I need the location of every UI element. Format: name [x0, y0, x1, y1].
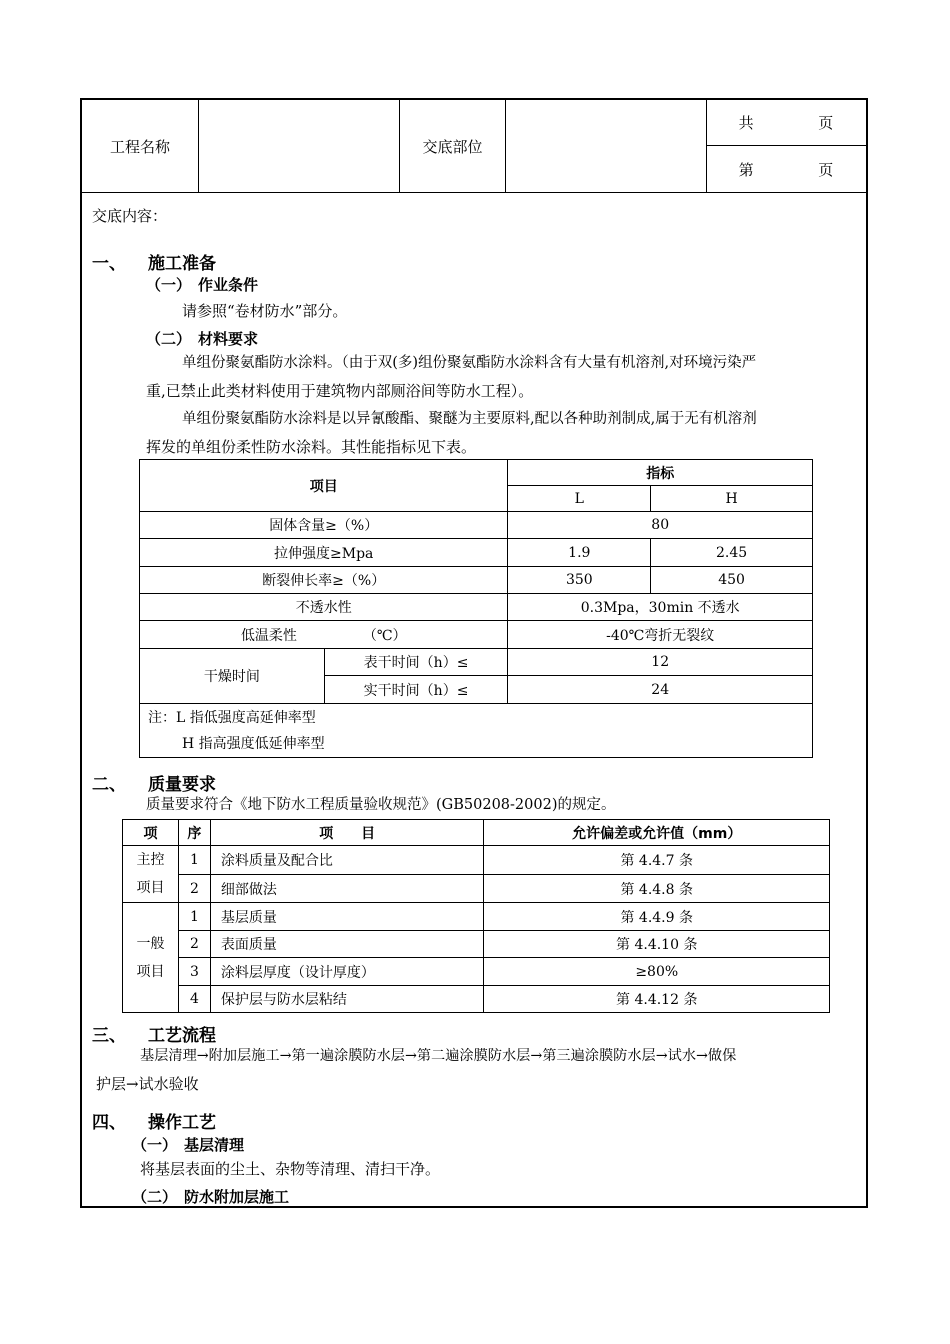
- section-2-text: 质量要求符合《地下防水工程质量验收规范》(GB50208-2002)的规定。: [146, 797, 616, 813]
- row-L: 350: [508, 567, 651, 594]
- total-pages: 共 页: [706, 100, 866, 146]
- q-seq: 2: [178, 875, 210, 903]
- q-seq: 1: [178, 903, 210, 931]
- row-value: 80: [508, 512, 813, 539]
- col-L: L: [508, 486, 651, 512]
- q-name: 涂料质量及配合比: [210, 846, 484, 875]
- q-name: 细部做法: [210, 875, 484, 903]
- q-val: 第 4.4.9 条: [484, 903, 830, 931]
- paragraph-2a: 单组份聚氨酯防水涂料是以异氰酸酯、聚醚为主要原料,配以各种助剂制成,属于无有机溶剂: [182, 411, 757, 427]
- q-val: 第 4.4.10 条: [484, 931, 830, 958]
- q-name: 保护层与防水层粘结: [210, 986, 484, 1013]
- col-index: 指标: [508, 460, 813, 486]
- paragraph-1a: 单组份聚氨酯防水涂料。（由于双(多)组份聚氨酯防水涂料含有大量有机溶剂,对环境污染严: [182, 355, 757, 371]
- section-4-num: 四、: [92, 1113, 126, 1133]
- dry-time-label: 干燥时间: [140, 649, 325, 704]
- q-val: 第 4.4.7 条: [484, 846, 830, 875]
- dry-row-value: 12: [508, 649, 813, 676]
- row-H: 2.45: [651, 539, 813, 567]
- sub-4-2-title: 防水附加层施工: [184, 1188, 290, 1206]
- sub-1-1-title: 作业条件: [198, 276, 259, 294]
- project-name-value[interactable]: [199, 100, 399, 192]
- q-seq: 2: [178, 931, 210, 958]
- q-name: 基层质量: [210, 903, 484, 931]
- col-item: 项目: [140, 460, 508, 512]
- q-seq: 1: [178, 846, 210, 875]
- general-label: 一般 项目: [123, 903, 179, 1013]
- qh-name: 项 目: [210, 820, 484, 846]
- sub-1-2-title: 材料要求: [198, 330, 259, 348]
- sub-1-1-text: 请参照“卷材防水”部分。: [182, 302, 348, 320]
- sub-4-1-num: （一）: [132, 1136, 178, 1154]
- section-3-title: 工艺流程: [148, 1026, 216, 1046]
- q-val: 第 4.4.12 条: [484, 986, 830, 1013]
- section-3-num: 三、: [92, 1026, 126, 1046]
- project-name-label: 工程名称: [109, 137, 170, 156]
- qh-seq: 序: [178, 820, 210, 846]
- row-H: 450: [651, 567, 813, 594]
- performance-table: [139, 459, 813, 758]
- qh-allow: 允许偏差或允许值（mm）: [484, 820, 830, 846]
- row-value: 0.3Mpa，30min 不透水: [508, 594, 813, 621]
- paragraph-2b: 挥发的单组份柔性防水涂料。其性能指标见下表。: [146, 438, 477, 456]
- paragraph-1b: 重,已禁止此类材料使用于建筑物内部厕浴间等防水工程）。: [146, 382, 534, 400]
- sub-1-2-num: （二）: [146, 330, 192, 348]
- q-val: ≥80%: [484, 958, 830, 986]
- quality-table: [122, 819, 830, 1013]
- current-page: 第 页: [738, 160, 834, 179]
- q-seq: 3: [178, 958, 210, 986]
- disclosure-form: [80, 98, 868, 1208]
- section-1-num: 一、: [92, 254, 126, 274]
- sub-4-1-title: 基层清理: [184, 1136, 245, 1154]
- content-label: 交底内容：: [92, 207, 168, 225]
- q-name: 表面质量: [210, 931, 484, 958]
- section-4-title: 操作工艺: [148, 1113, 216, 1133]
- row-name: 拉伸强度≥Mpa: [140, 539, 508, 567]
- section-2-title: 质量要求: [148, 775, 216, 795]
- row-name: 断裂伸长率≥（%）: [140, 567, 508, 594]
- sub-1-1-num: （一）: [146, 276, 192, 294]
- row-name: 固体含量≥（%）: [140, 512, 508, 539]
- section-1-title: 施工准备: [148, 254, 216, 274]
- row-name: 不透水性: [140, 594, 508, 621]
- dry-row-name: 表干时间（h）≤: [324, 649, 508, 676]
- qh-item: 项: [123, 820, 179, 846]
- location-label: 交底部位: [422, 137, 483, 156]
- row-name: 低温柔性 （℃）: [140, 621, 508, 649]
- dry-row-value: 24: [508, 676, 813, 704]
- main-control-label: 主控 项目: [123, 846, 179, 903]
- dry-row-name: 实干时间（h）≤: [324, 676, 508, 704]
- sub-4-1-text: 将基层表面的尘土、杂物等清理、清扫干净。: [140, 1160, 441, 1178]
- q-seq: 4: [178, 986, 210, 1013]
- process-line-1: 基层清理→附加层施工→第一遍涂膜防水层→第二遍涂膜防水层→第三遍涂膜防水层→试水→做保: [140, 1048, 737, 1064]
- row-L: 1.9: [508, 539, 651, 567]
- form-header: [82, 100, 866, 193]
- section-2-num: 二、: [92, 775, 126, 795]
- q-val: 第 4.4.8 条: [484, 875, 830, 903]
- table-note: 注：L 指低强度高延伸率型 H 指高强度低延伸率型: [140, 704, 813, 758]
- sub-4-2-num: （二）: [132, 1188, 178, 1206]
- location-value[interactable]: [506, 100, 706, 192]
- process-line-2: 护层→试水验收: [96, 1075, 199, 1093]
- row-value: -40℃弯折无裂纹: [508, 621, 813, 649]
- q-name: 涂料层厚度（设计厚度）: [210, 958, 484, 986]
- col-H: H: [651, 486, 813, 512]
